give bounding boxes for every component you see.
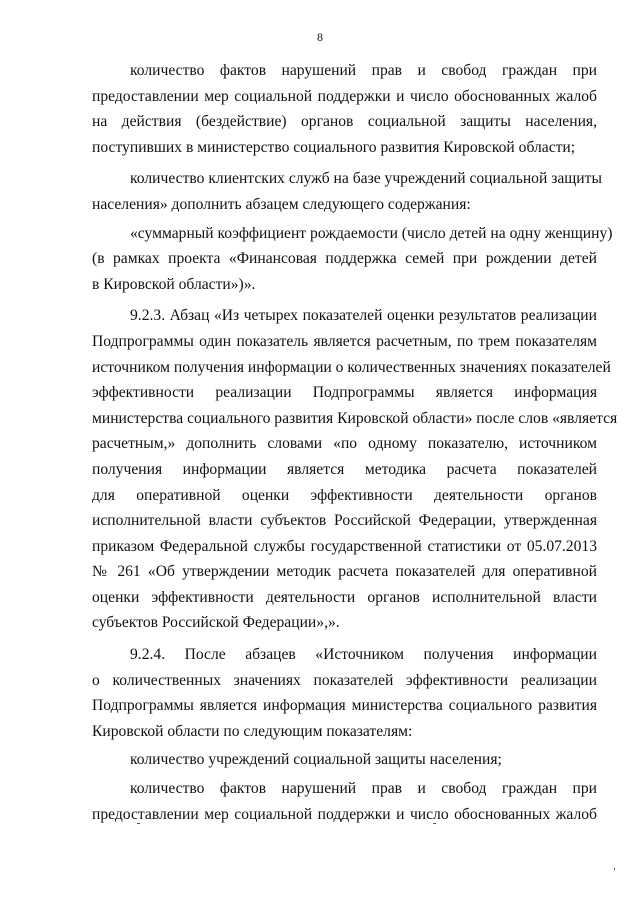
paragraph-5 bbox=[92, 642, 597, 744]
text-line: для оперативной оценки эффективности деятельности органов bbox=[92, 486, 597, 504]
paragraph-2 bbox=[92, 166, 602, 217]
text-line: оценки эффективности деятельности органов исполнительной власти bbox=[92, 588, 597, 606]
paragraph-1 bbox=[92, 58, 597, 160]
text-line: Подпрограммы один показатель является расчетным, по трем показателям bbox=[92, 332, 597, 350]
text-line: (в рамках проекта «Финансовая поддержка семей при рождении детей bbox=[92, 250, 597, 268]
paragraph-6 bbox=[92, 747, 597, 773]
paragraph-3 bbox=[92, 221, 613, 298]
text-line: приказом Федеральной службы государственной статистики от 05.07.2013 bbox=[92, 537, 597, 555]
text-line: источником получения информации о количественных значениях показателей bbox=[92, 358, 611, 376]
text-line: Подпрограммы является информация министерства социального развития bbox=[92, 697, 597, 715]
text-line: министерства социального развития Кировской области» после слов «является bbox=[92, 409, 618, 427]
text-line: получения информации является методика расчета показателей bbox=[92, 460, 597, 478]
text-line: предоставлении мер социальной поддержки и число обоснованных жалоб bbox=[92, 87, 597, 105]
scan-speck bbox=[433, 823, 436, 824]
scan-speck bbox=[137, 823, 140, 824]
paragraph-4 bbox=[92, 303, 618, 636]
text-line: 9.2.3. Абзац «Из четырех показателей оценки результатов реализации bbox=[130, 307, 597, 325]
paragraph-7 bbox=[92, 776, 597, 827]
text-line: № 261 «Об утверждении методик расчета показателей для оперативной bbox=[92, 563, 597, 581]
text-line: в Кировской области»)». bbox=[92, 275, 256, 293]
text-line: количество фактов нарушений прав и свобод граждан при bbox=[130, 62, 597, 79]
text-line: количество клиентских служб на базе учреждений социальной защиты bbox=[130, 170, 602, 188]
text-line: субъектов Российской Федерации»,». bbox=[92, 614, 340, 632]
text-line: количество учреждений социальной защиты населения; bbox=[130, 751, 502, 769]
text-line: «суммарный коэффициент рождаемости (число детей на одну женщину) bbox=[130, 224, 613, 242]
text-line: населения» дополнить абзацем следующего содержания: bbox=[92, 195, 471, 213]
text-line: Кировской области по следующим показателям: bbox=[92, 722, 413, 740]
text-line: о количественных значениях показателей эффективности реализации bbox=[92, 671, 597, 689]
text-line: исполнительной власти субъектов Российской Федерации, утвержденная bbox=[92, 512, 597, 530]
document-body bbox=[92, 58, 618, 827]
text-line: эффективности реализации Подпрограммы является информация bbox=[92, 384, 597, 402]
text-line: предоставлении мер социальной поддержки и число обоснованных жалоб bbox=[92, 805, 597, 823]
text-line: поступивших в министерство социального развития Кировской области; bbox=[92, 138, 576, 156]
scan-speck bbox=[614, 868, 615, 870]
text-line: количество фактов нарушений прав и свобод граждан при bbox=[130, 780, 597, 798]
text-line: на действия (бездействие) органов социальной защиты населения, bbox=[92, 113, 597, 131]
text-line: расчетным,» дополнить словами «по одному показателю, источником bbox=[92, 435, 597, 453]
page-number: 8 bbox=[317, 30, 323, 44]
text-line: 9.2.4. После абзацев «Источником получения информации bbox=[130, 646, 597, 664]
